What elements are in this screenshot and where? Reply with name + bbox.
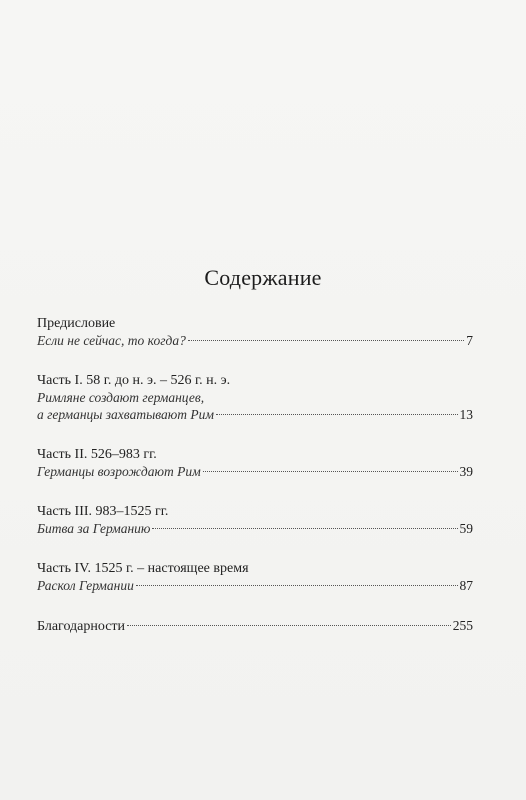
- toc-line: [37, 406, 473, 423]
- page-number: 255: [452, 618, 473, 633]
- toc-line: [37, 617, 473, 635]
- toc-line: [37, 577, 473, 594]
- dot-leader: [152, 528, 457, 529]
- page-number: 7: [466, 333, 473, 348]
- toc-subtitle: Германцы возрождают Рим: [37, 464, 201, 479]
- toc-heading: Часть II. 526–983 гг.: [37, 447, 157, 462]
- toc-heading: Часть IV. 1525 г. – настоящее время: [37, 561, 249, 576]
- toc-entry-part-1: [37, 372, 473, 423]
- page-number: 87: [459, 578, 473, 593]
- dot-leader: [127, 625, 451, 626]
- toc-line: [37, 463, 473, 480]
- toc-subtitle: а германцы захватывают Рим: [37, 407, 214, 422]
- toc-entry-part-4: [37, 560, 473, 594]
- toc-entry-part-2: [37, 446, 473, 480]
- toc-subtitle: Если не сейчас, то когда?: [37, 333, 186, 348]
- dot-leader: [203, 471, 458, 472]
- page-number: 39: [459, 464, 473, 479]
- toc-line: [37, 520, 473, 537]
- toc-entry-preface: [37, 315, 473, 349]
- page-title: Содержание: [204, 265, 322, 290]
- page-number: 13: [459, 407, 473, 422]
- page-number: 59: [459, 521, 473, 536]
- dot-leader: [188, 340, 464, 341]
- toc-heading: Часть I. 58 г. до н. э. – 526 г. н. э.: [37, 373, 231, 388]
- dot-leader: [216, 414, 458, 415]
- dot-leader: [136, 585, 458, 586]
- toc-subtitle: Битва за Германию: [37, 521, 151, 536]
- toc-heading: Благодарности: [37, 619, 126, 634]
- toc-line: [37, 332, 473, 349]
- toc-heading: Предисловие: [37, 316, 116, 331]
- toc-subtitle: Римляне создают германцев,: [37, 390, 205, 405]
- toc-subtitle: Раскол Германии: [37, 578, 134, 593]
- toc-heading: Часть III. 983–1525 гг.: [37, 504, 169, 519]
- toc-entry-part-3: [37, 503, 473, 537]
- toc-entry-acknowledgements: [37, 617, 473, 635]
- table-of-contents: [37, 315, 473, 658]
